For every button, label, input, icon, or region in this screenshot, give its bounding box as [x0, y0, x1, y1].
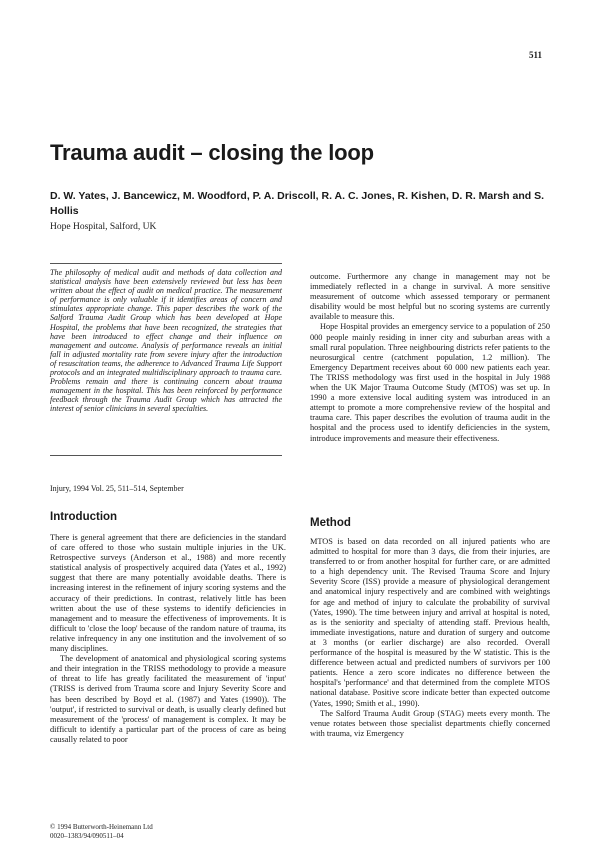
paragraph: The development of anatomical and physiological scoring systems and their integration in the TRISS methodology to provide a measure of threat to life has greatly facilitated the measurement of 'input' (TRISS is derived from Trauma score and Injury Severity Score and has been described by Boyd et al. (1987) and Yates (1990)). The 'output', if restricted to survival or death, is usually clearly defined but measurement of the 'process' of management is complex. It may be difficult to identify a particular part of the process of care as being causally related to poor — [50, 654, 286, 744]
copyright-notice — [50, 823, 153, 840]
abstract-top-rule — [50, 263, 282, 264]
copyright-line: © 1994 Butterworth-Heinemann Ltd — [50, 823, 153, 831]
affiliation: Hope Hospital, Salford, UK — [50, 222, 157, 232]
article-title: Trauma audit – closing the loop — [50, 140, 374, 165]
page-number: 511 — [528, 50, 542, 60]
journal-citation: Injury, 1994 Vol. 25, 511–514, September — [50, 484, 184, 493]
paragraph: outcome. Furthermore any change in management may not be immediately reflected in a change in survival. A more sensitive measurement of outcome which assessed temporary or permanent disability would be most helpful but no scoring systems are currently available to measure this. — [310, 272, 550, 322]
issn-line: 0020–1383/94/090511–04 — [50, 831, 124, 840]
paragraph: MTOS is based on data recorded on all injured patients who are admitted to hospital for more than 3 days, die from their injuries, are transferred to or from another hospital for further care, or are admitted to a high dependency unit. The Revised Trauma Score and Injury Severity Score (ISS) provide a measure of physiological derangement and anatomical injury respectively and are combined with weightings for age and method of injury to calculate the probability of survival (Yates, 1990). The time between injury and arrival at hospital is noted, as is the seniority and specialty of attending staff. Previous health, immediate investigations, nature and duration of surgery and outcome at 3 months (or earlier discharge) are also recorded. Overall performance of the hospital is measured by the W statistic. This is the difference between actual and predicted numbers of survivors per 100 patients. Hence a zero score indicates no difference between the hospital's 'performance' and that determined from the complete MTOS national database. Positive score indicate better than expected outcome (Yates, 1990; Smith et al., 1990). — [310, 537, 550, 708]
introduction-heading: Introduction — [50, 511, 118, 523]
method-heading: Method — [310, 517, 351, 529]
abstract: The philosophy of medical audit and methods of data collection and statistical analysis have been extensively reviewed but less has been written about the effect of audit on medical practice. The measurement of performance is only valuable if it identifies areas of concern and stimulates appropriate change. This paper describes the work of the Salford Trauma Audit Group which has been developed at Hope Hospital, the problems that have been recognized, the strategies that have been introduced to effect change and their influence on management and outcome. Analysis of performance reveals an initial fall in adjusted mortality rate from severe injury after the introduction of resuscitation teams, the adherence to Advanced Trauma Life Support protocols and an integrated multidisciplinary approach to trauma care. Problems remain and there is continuing concern about trauma management in the hospital. This has been reinforced by performance feedback through the Trauma Audit Group which has attracted the interest of senior clinicians in several specialties. — [50, 268, 282, 414]
introduction-body — [50, 533, 286, 745]
author-list: D. W. Yates, J. Bancewicz, M. Woodford, P. A. Driscoll, R. A. C. Jones, R. Kishen, D. R. Marsh and S. Hollis — [50, 190, 544, 217]
paragraph: There is general agreement that there are deficiencies in the standard of care offered to those who sustain multiple injuries in the UK. Retrospective surveys (Anderson et al., 1988) and more recently statistical analysis of prospectively acquired data (Yates et al., 1992) suggest that there are many potentially avoidable deaths. There is increasing interest in the refinement of injury scoring systems and the accuracy of their predictions. In contrast, relatively little has been written about the use of these systems to identify deficiencies in management and to measure the effectiveness of improvements. It is difficult to 'close the loop' because of the random nature of trauma, its relative infrequency in any one institution and the involvement of so many disciplines. — [50, 533, 286, 654]
method-body — [310, 537, 550, 739]
abstract-bottom-rule — [50, 455, 282, 456]
paragraph: Hope Hospital provides an emergency service to a population of 250 000 people mainly residing in inner city and suburban areas with a small rural population. Three neighbouring districts refer patients to the neurosurgical centre (catchment population, 1.2 million). The Emergency Department receives about 60 000 new patients each year. The TRISS methodology was first used in the hospital in July 1988 when the UK Major Trauma Outcome Study (MTOS) was set up. In 1990 a more extensive local auditing system was introduced in an attempt to promote a more comprehensive review of the hospital and trauma care. This paper describes the evolution of trauma audit in the hospital and the process used to identify deficiencies in the system, introduce improvements and measure their effectiveness. — [310, 322, 550, 443]
paragraph: The Salford Trauma Audit Group (STAG) meets every month. The venue rotates between those specialist departments chiefly concerned with trauma, viz Emergency — [310, 708, 550, 738]
introduction-continued — [310, 272, 550, 444]
